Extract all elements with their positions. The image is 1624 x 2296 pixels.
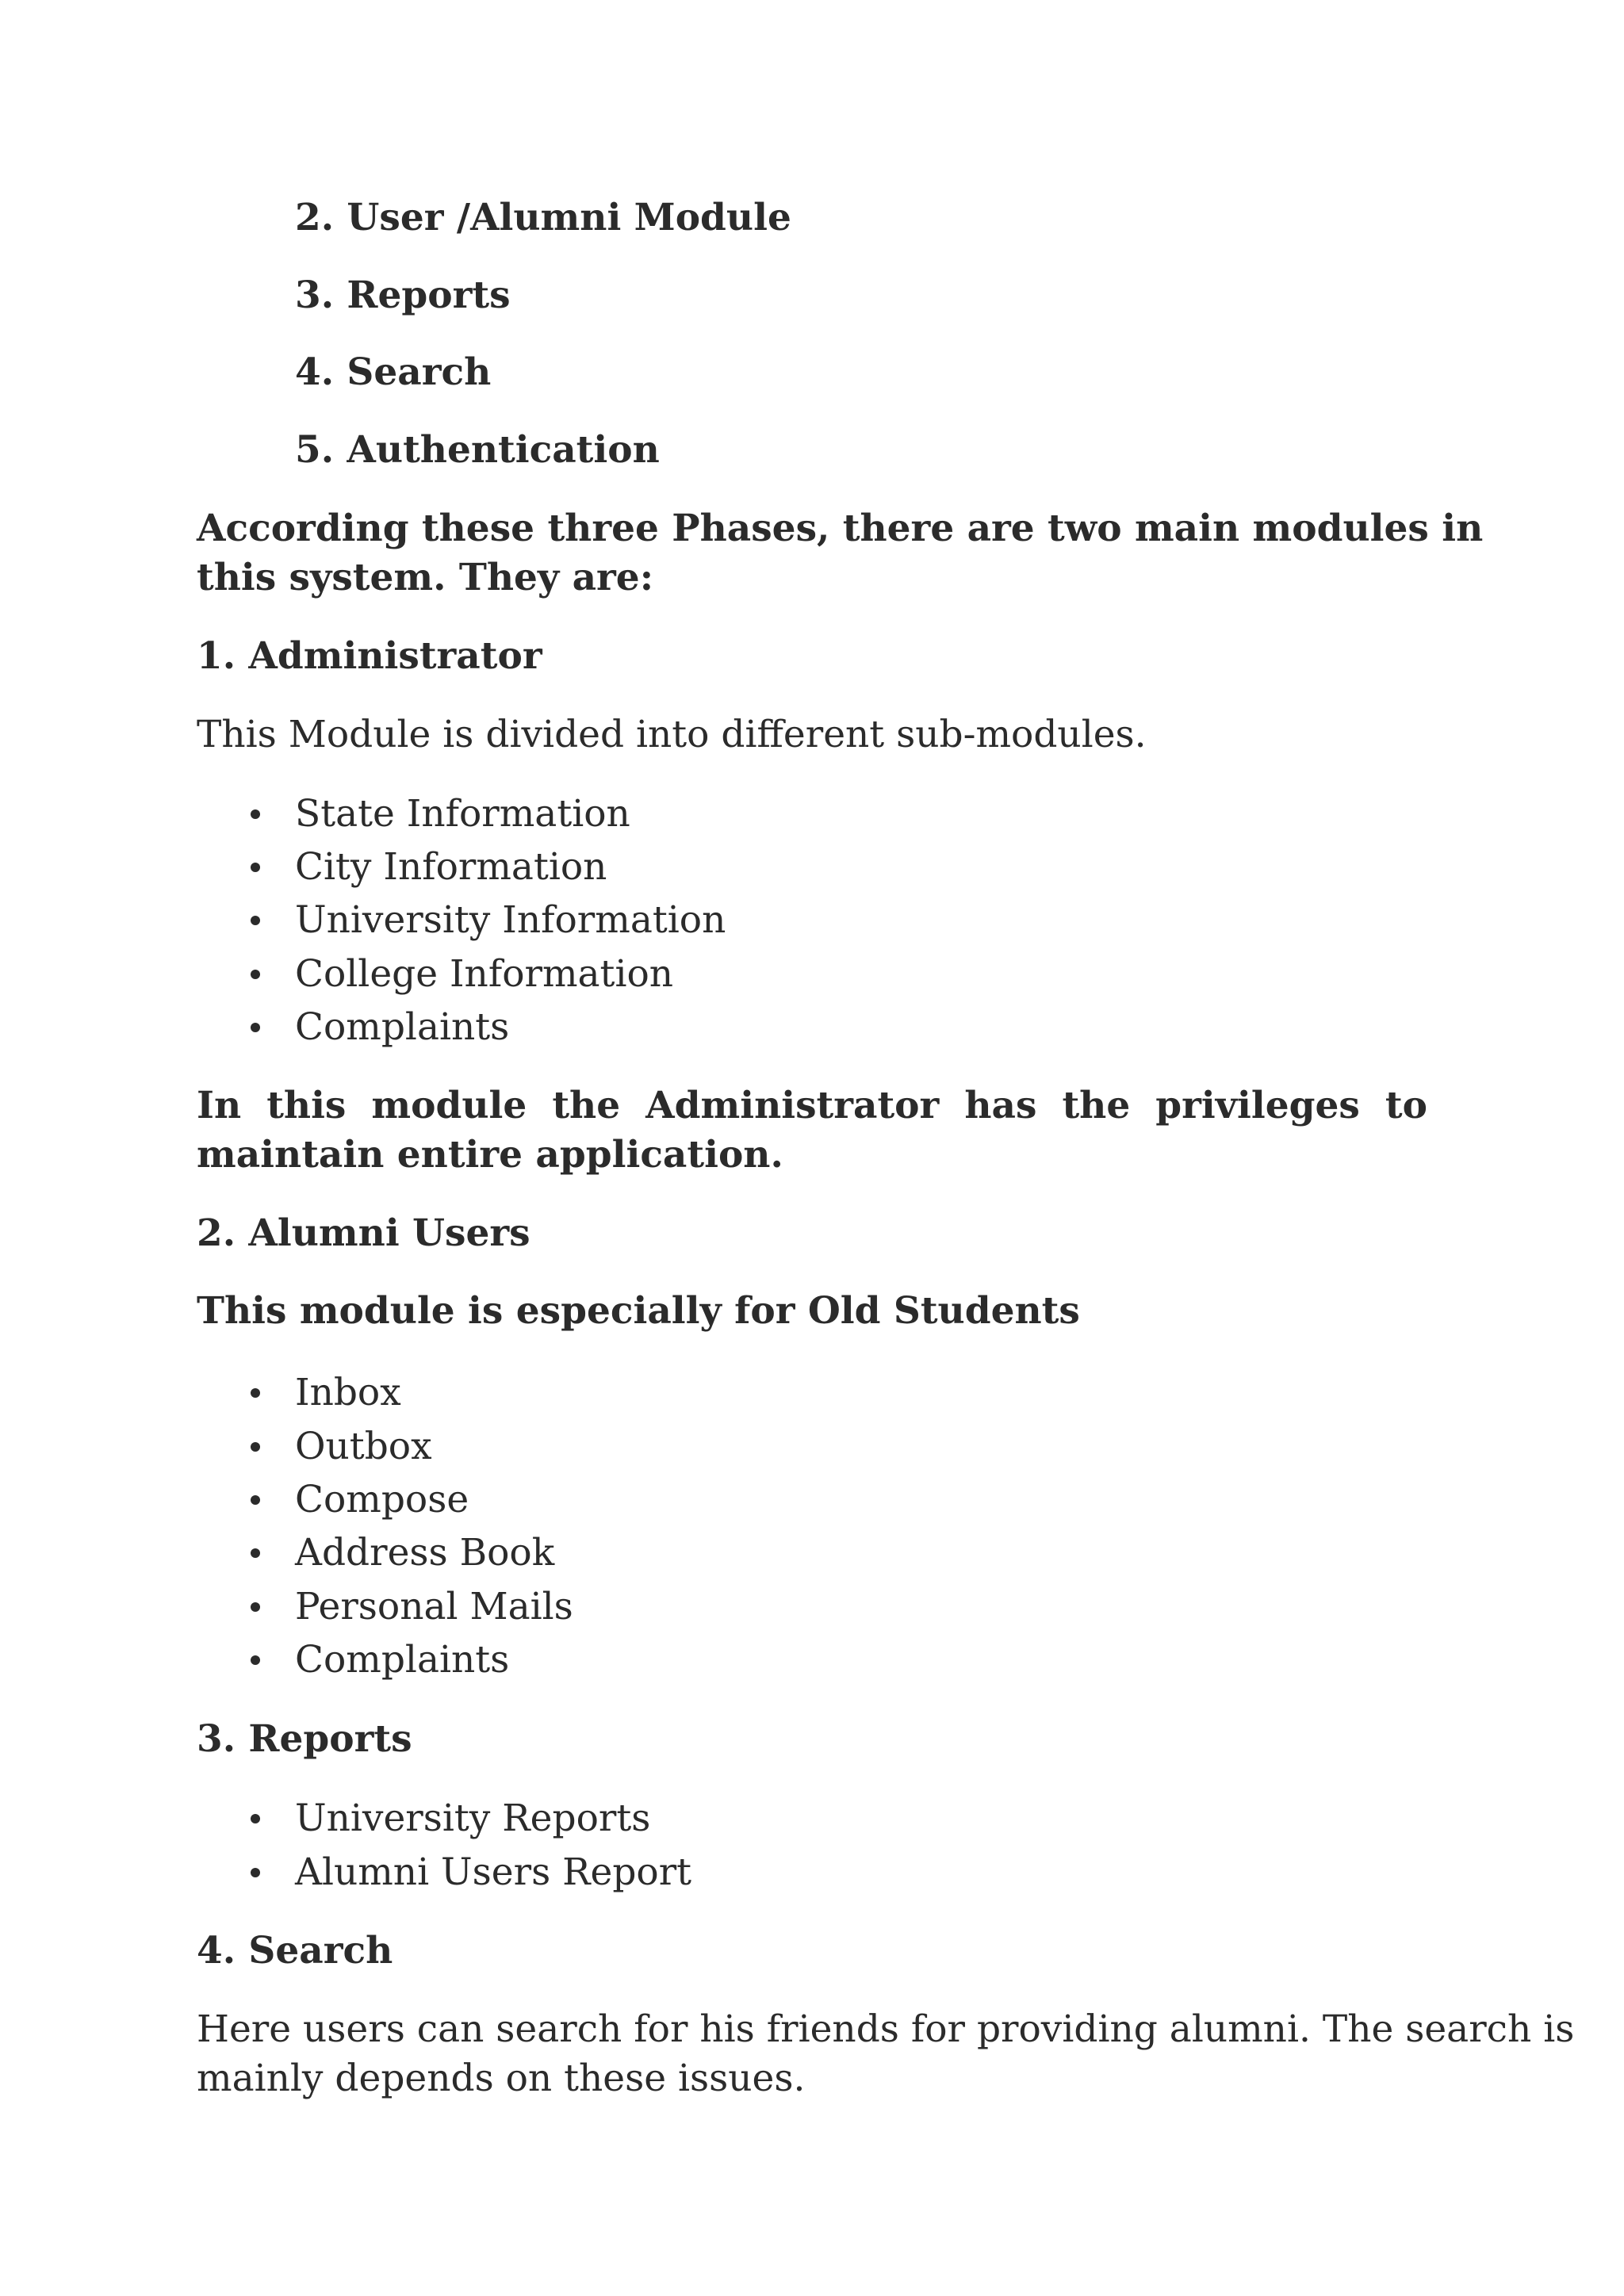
- module-list-item: 4. Search: [295, 350, 492, 394]
- list-item: City Information: [295, 843, 607, 892]
- section-heading-reports: 3. Reports: [197, 1717, 412, 1761]
- bullet-icon: [251, 863, 260, 872]
- list-item: Complaints: [295, 1003, 509, 1052]
- bullet-icon: [251, 1442, 260, 1452]
- list-item: Compose: [295, 1475, 469, 1525]
- bullet-icon: [251, 1868, 260, 1877]
- list-item: Inbox: [295, 1368, 401, 1418]
- bullet-icon: [251, 1814, 260, 1823]
- bullet-icon: [251, 1023, 260, 1032]
- search-description-line: Here users can search for his friends for providing alumni. The search is: [197, 2007, 1575, 2051]
- list-item: Complaints: [295, 1636, 509, 1685]
- section-heading-administrator: 1. Administrator: [197, 634, 542, 678]
- bullet-icon: [251, 1495, 260, 1505]
- list-item: Personal Mails: [295, 1582, 573, 1632]
- module-list-item: 5. Authentication: [295, 428, 660, 472]
- alumni-users-description: This module is especially for Old Students: [197, 1289, 1080, 1333]
- section-heading-search: 4. Search: [197, 1929, 393, 1973]
- administrator-description: This Module is divided into different sub-modules.: [197, 713, 1147, 756]
- bullet-icon: [251, 916, 260, 925]
- bullet-icon: [251, 970, 260, 979]
- list-item: Address Book: [295, 1529, 554, 1578]
- intro-line: According these three Phases, there are two main modules in: [197, 507, 1484, 550]
- module-list-item: 3. Reports: [295, 274, 511, 317]
- bullet-icon: [251, 1548, 260, 1558]
- list-item: University Information: [295, 896, 726, 945]
- list-item: College Information: [295, 950, 673, 999]
- intro-line: this system. They are:: [197, 556, 654, 599]
- bullet-icon: [251, 1388, 260, 1398]
- search-description-line: mainly depends on these issues.: [197, 2057, 806, 2100]
- section-heading-alumni-users: 2. Alumni Users: [197, 1211, 530, 1255]
- administrator-privileges-line: In this module the Administrator has the privileges to: [197, 1084, 1427, 1127]
- list-item: State Information: [295, 790, 630, 839]
- administrator-privileges-line: maintain entire application.: [197, 1133, 783, 1177]
- list-item: Outbox: [295, 1422, 432, 1471]
- list-item: Alumni Users Report: [295, 1848, 691, 1897]
- bullet-icon: [251, 1655, 260, 1665]
- bullet-icon: [251, 809, 260, 819]
- bullet-icon: [251, 1602, 260, 1612]
- list-item: University Reports: [295, 1794, 650, 1843]
- module-list-item: 2. User /Alumni Module: [295, 196, 791, 239]
